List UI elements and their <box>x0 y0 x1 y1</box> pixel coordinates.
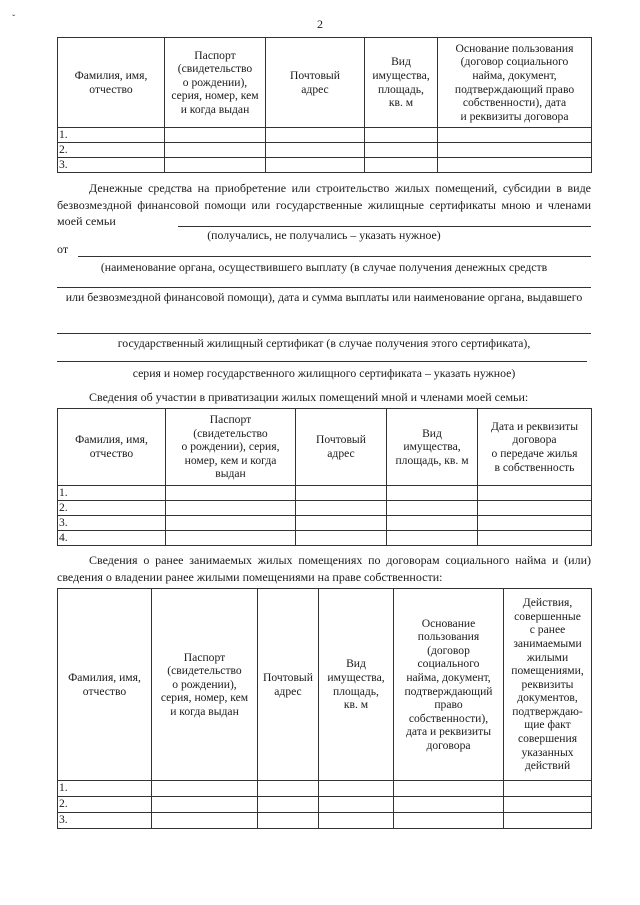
input-cell[interactable] <box>152 813 258 829</box>
row-number-cell: 3. <box>58 813 152 829</box>
input-cell[interactable] <box>165 128 266 143</box>
table-privatization <box>57 408 592 546</box>
from-field[interactable] <box>78 256 591 257</box>
page-number: 2 <box>317 17 323 31</box>
input-cell[interactable] <box>165 158 266 173</box>
column-header: Вид имущества, площадь, кв. м <box>387 409 478 486</box>
input-cell[interactable] <box>365 143 438 158</box>
input-cell[interactable] <box>296 531 387 546</box>
input-cell[interactable] <box>319 781 394 797</box>
input-cell[interactable] <box>387 501 478 516</box>
input-cell[interactable] <box>166 531 296 546</box>
input-cell[interactable] <box>296 486 387 501</box>
row-number-cell: 2. <box>58 797 152 813</box>
from-label: от <box>57 242 69 256</box>
column-header: Фамилия, имя, отчество <box>58 409 166 486</box>
section3-heading: Сведения о ранее занимаемых жилых помещениях по договорам социального найма и (или) сведения о владении ранее жилыми помещениями на праве собственности: <box>57 553 591 584</box>
input-cell[interactable] <box>438 143 592 158</box>
row-number-cell: 2. <box>58 501 166 516</box>
input-cell[interactable] <box>296 501 387 516</box>
input-cell[interactable] <box>387 531 478 546</box>
column-header: Почтовый адрес <box>258 589 319 781</box>
input-cell[interactable] <box>258 781 319 797</box>
table-row <box>58 143 592 158</box>
table-row <box>58 516 592 531</box>
column-header: Почтовый адрес <box>296 409 387 486</box>
certificate-number-field[interactable] <box>57 361 587 362</box>
column-header: Паспорт (свидетельство о рождении), серия, номер, кем и когда выдан <box>166 409 296 486</box>
table-row <box>58 158 592 173</box>
input-cell[interactable] <box>166 486 296 501</box>
column-header: Основание пользования (договор социального найма, документ, подтверждающий право собственности), дата и реквизиты договора <box>438 38 592 128</box>
input-cell[interactable] <box>152 797 258 813</box>
note-organ: (наименование органа, осуществившего выплату (в случае получения денежных средств <box>100 260 548 274</box>
input-cell[interactable] <box>478 516 592 531</box>
scan-mark: ˇ <box>12 14 16 25</box>
column-header: Паспорт (свидетельство о рождении), серия, номер, кем и когда выдан <box>152 589 258 781</box>
input-cell[interactable] <box>365 128 438 143</box>
column-header: Дата и реквизиты договора о передаче жилья в собственность <box>478 409 592 486</box>
input-cell[interactable] <box>478 486 592 501</box>
note-payment: или безвозмездной финансовой помощи), дата и сумма выплаты или наименование органа, выдавшего <box>65 290 583 304</box>
input-cell[interactable] <box>296 516 387 531</box>
table-row <box>58 128 592 143</box>
input-cell[interactable] <box>387 486 478 501</box>
input-cell[interactable] <box>319 813 394 829</box>
input-cell[interactable] <box>478 531 592 546</box>
section2-heading: Сведения об участии в приватизации жилых помещений мной и членами моей семьи: <box>89 390 529 404</box>
table-row <box>58 486 592 501</box>
row-number-cell: 1. <box>58 781 152 797</box>
note-received: (получались, не получались – указать нужное) <box>207 228 441 242</box>
input-cell[interactable] <box>387 516 478 531</box>
column-header: Основание пользования (договор социального найма, документ, подтверждающий право собственности), дата и реквизиты договора <box>394 589 504 781</box>
input-cell[interactable] <box>152 781 258 797</box>
column-header: Вид имущества, площадь, кв. м <box>365 38 438 128</box>
input-cell[interactable] <box>165 143 266 158</box>
input-cell[interactable] <box>166 516 296 531</box>
header-row <box>58 409 592 486</box>
table-previous-housing <box>57 588 592 829</box>
table-row <box>58 531 592 546</box>
input-cell[interactable] <box>365 158 438 173</box>
row-number-cell: 2. <box>58 143 165 158</box>
row-number-cell: 1. <box>58 128 165 143</box>
payment-field[interactable] <box>57 287 591 288</box>
input-cell[interactable] <box>258 813 319 829</box>
input-cell[interactable] <box>266 128 365 143</box>
input-cell[interactable] <box>394 813 504 829</box>
column-header: Действия, совершенные с ранее занимаемыми жилыми помещениями, реквизиты документов, подтверждаю- щие факт совершения указанных действий <box>504 589 592 781</box>
row-number-cell: 1. <box>58 486 166 501</box>
table-housing-use <box>57 37 592 173</box>
note-certificate: государственный жилищный сертификат (в случае получения этого сертификата), <box>117 336 531 350</box>
input-cell[interactable] <box>438 158 592 173</box>
table-row <box>58 781 592 797</box>
column-header: Почтовый адрес <box>266 38 365 128</box>
input-cell[interactable] <box>319 797 394 813</box>
input-cell[interactable] <box>394 797 504 813</box>
input-cell[interactable] <box>478 501 592 516</box>
row-number-cell: 3. <box>58 158 165 173</box>
note-certificate-number: серия и номер государственного жилищного сертификата – указать нужное) <box>132 366 516 380</box>
column-header: Фамилия, имя, отчество <box>58 589 152 781</box>
header-row <box>58 38 592 128</box>
input-cell[interactable] <box>166 501 296 516</box>
certificate-field[interactable] <box>57 333 591 334</box>
header-row <box>58 589 592 781</box>
input-cell[interactable] <box>504 781 592 797</box>
table-row <box>58 797 592 813</box>
column-header: Паспорт (свидетельство о рождении), серия, номер, кем и когда выдан <box>165 38 266 128</box>
section1-paragraph: Денежные средства на приобретение или строительство жилых помещений, субсидии в виде безвозмездной финансовой помощи или государственные жилищные сертификаты мною и членами моей семьи <box>57 181 591 228</box>
input-cell[interactable] <box>438 128 592 143</box>
input-cell[interactable] <box>394 781 504 797</box>
input-cell[interactable] <box>504 813 592 829</box>
row-number-cell: 3. <box>58 516 166 531</box>
input-cell[interactable] <box>258 797 319 813</box>
row-number-cell: 4. <box>58 531 166 546</box>
table-row <box>58 501 592 516</box>
column-header: Фамилия, имя, отчество <box>58 38 165 128</box>
input-cell[interactable] <box>266 143 365 158</box>
column-header: Вид имущества, площадь, кв. м <box>319 589 394 781</box>
input-cell[interactable] <box>266 158 365 173</box>
input-cell[interactable] <box>504 797 592 813</box>
table-row <box>58 813 592 829</box>
